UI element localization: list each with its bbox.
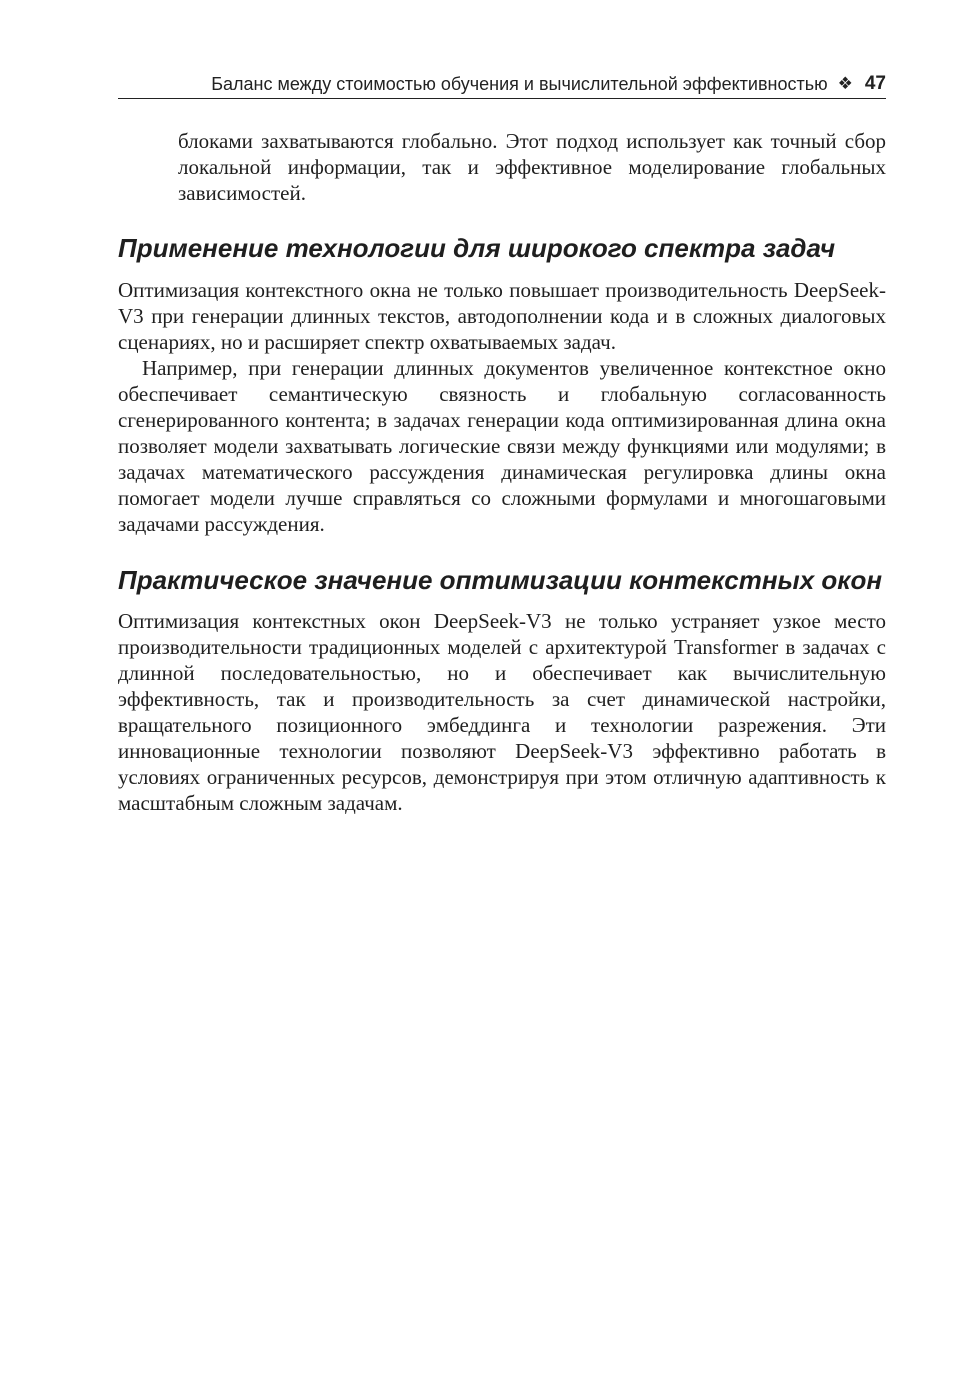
running-title: Баланс между стоимостью обучения и вычислительной эффективностью <box>211 73 828 94</box>
header-rule <box>118 98 886 99</box>
continuation-paragraph: блоками захватываются глобально. Этот подход использует как точный сбор локальной информации, так и эффективное моделирование глобальных зависимостей. <box>178 129 886 205</box>
page-number: 47 <box>864 73 886 94</box>
paragraph: Оптимизация контекстных окон DeepSeek-V3 не только устраняет узкое место производительности традиционных моделей с архитектурой Transformer в задачах с длинной последовательностью, но и обеспечивает как вычислительную эффективность, так и производительность за счет динамической настройки, вращательного позиционного эмбеддинга и технологии разрежения. Эти инновационные технологии позволяют DeepSeek-V3 эффективно работать в условиях ограниченных ресурсов, демонстрируя при этом отличную адаптивность к масштабным сложным задачам. <box>118 609 886 815</box>
running-header <box>118 70 886 98</box>
section-heading-applications: Применение технологии для широкого спектра задач <box>118 233 836 263</box>
section-heading-practical-value: Практическое значение оптимизации контекстных окон <box>118 565 883 595</box>
paragraph: Оптимизация контекстного окна не только повышает производительность DeepSeek-V3 при генерации длинных текстов, автодополнении кода и в сложных диалоговых сценариях, но и расширяет спектр охватываемых задач. <box>118 278 886 354</box>
ornament-icon: ❖ <box>837 74 853 93</box>
paragraph: Например, при генерации длинных документов увеличенное контекстное окно обеспечивает семантическую связность и глобальную согласованность сгенерированного контента; в задачах генерации кода оптимизированная длина окна позволяет модели захватывать логические связи между функциями или модулями; в задачах математического рассуждения динамическая регулировка длины окна помогает модели лучше справляться со сложными формулами и многошаговыми задачами рассуждения. <box>118 356 886 536</box>
